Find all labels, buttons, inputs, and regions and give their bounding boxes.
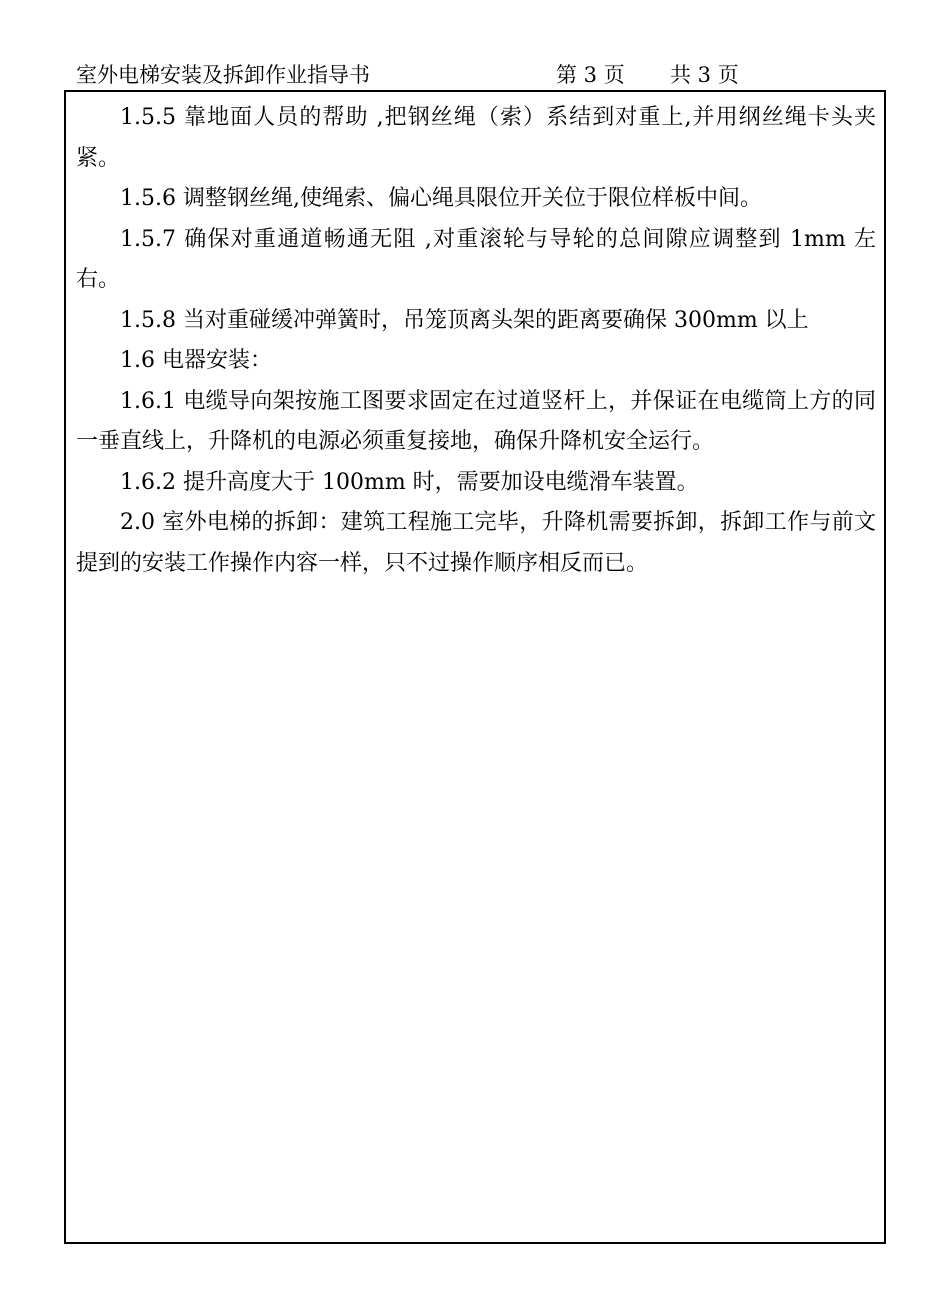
content-frame: [64, 90, 886, 1244]
paragraph-1-5-5: 1.5.5 靠地面人员的帮助 ,把钢丝绳（索）系结到对重上,并用纲丝绳卡头夹紧。: [76, 105, 876, 171]
paragraph-1-6: 1.6 电器安装：: [120, 348, 272, 373]
paragraph-1-5-7: 1.5.7 确保对重通道畅通无阻 ,对重滚轮与导轮的总间隙应调整到 1mm 左右。: [76, 226, 876, 292]
page-header: [66, 58, 886, 92]
page-number: 第 3 页: [556, 63, 625, 87]
document-title: 室外电梯安装及拆卸作业指导书: [76, 63, 370, 87]
paragraph-2-0: 2.0 室外电梯的拆卸：建筑工程施工完毕，升降机需要拆卸，拆卸工作与前文提到的安装工作操作内容一样，只不过操作顺序相反而已。: [76, 510, 876, 576]
document-body: [76, 98, 876, 584]
paragraph-1-6-2: 1.6.2 提升高度大于 100mm 时，需要加设电缆滑车装置。: [120, 469, 699, 495]
paragraph-1-5-6: 1.5.6 调整钢丝绳,使绳索、偏心绳具限位开关位于限位样板中间。: [120, 186, 762, 211]
paragraph-1-6-1: 1.6.1 电缆导向架按施工图要求固定在过道竖杆上，并保证在电缆筒上方的同一垂直线上，升降机的电源必须重复接地，确保升降机安全运行。: [76, 388, 876, 454]
page-total: 共 3 页: [670, 63, 739, 87]
paragraph-1-5-8: 1.5.8 当对重碰缓冲弹簧时，吊笼顶离头架的距离要确保 300mm 以上: [120, 307, 809, 333]
